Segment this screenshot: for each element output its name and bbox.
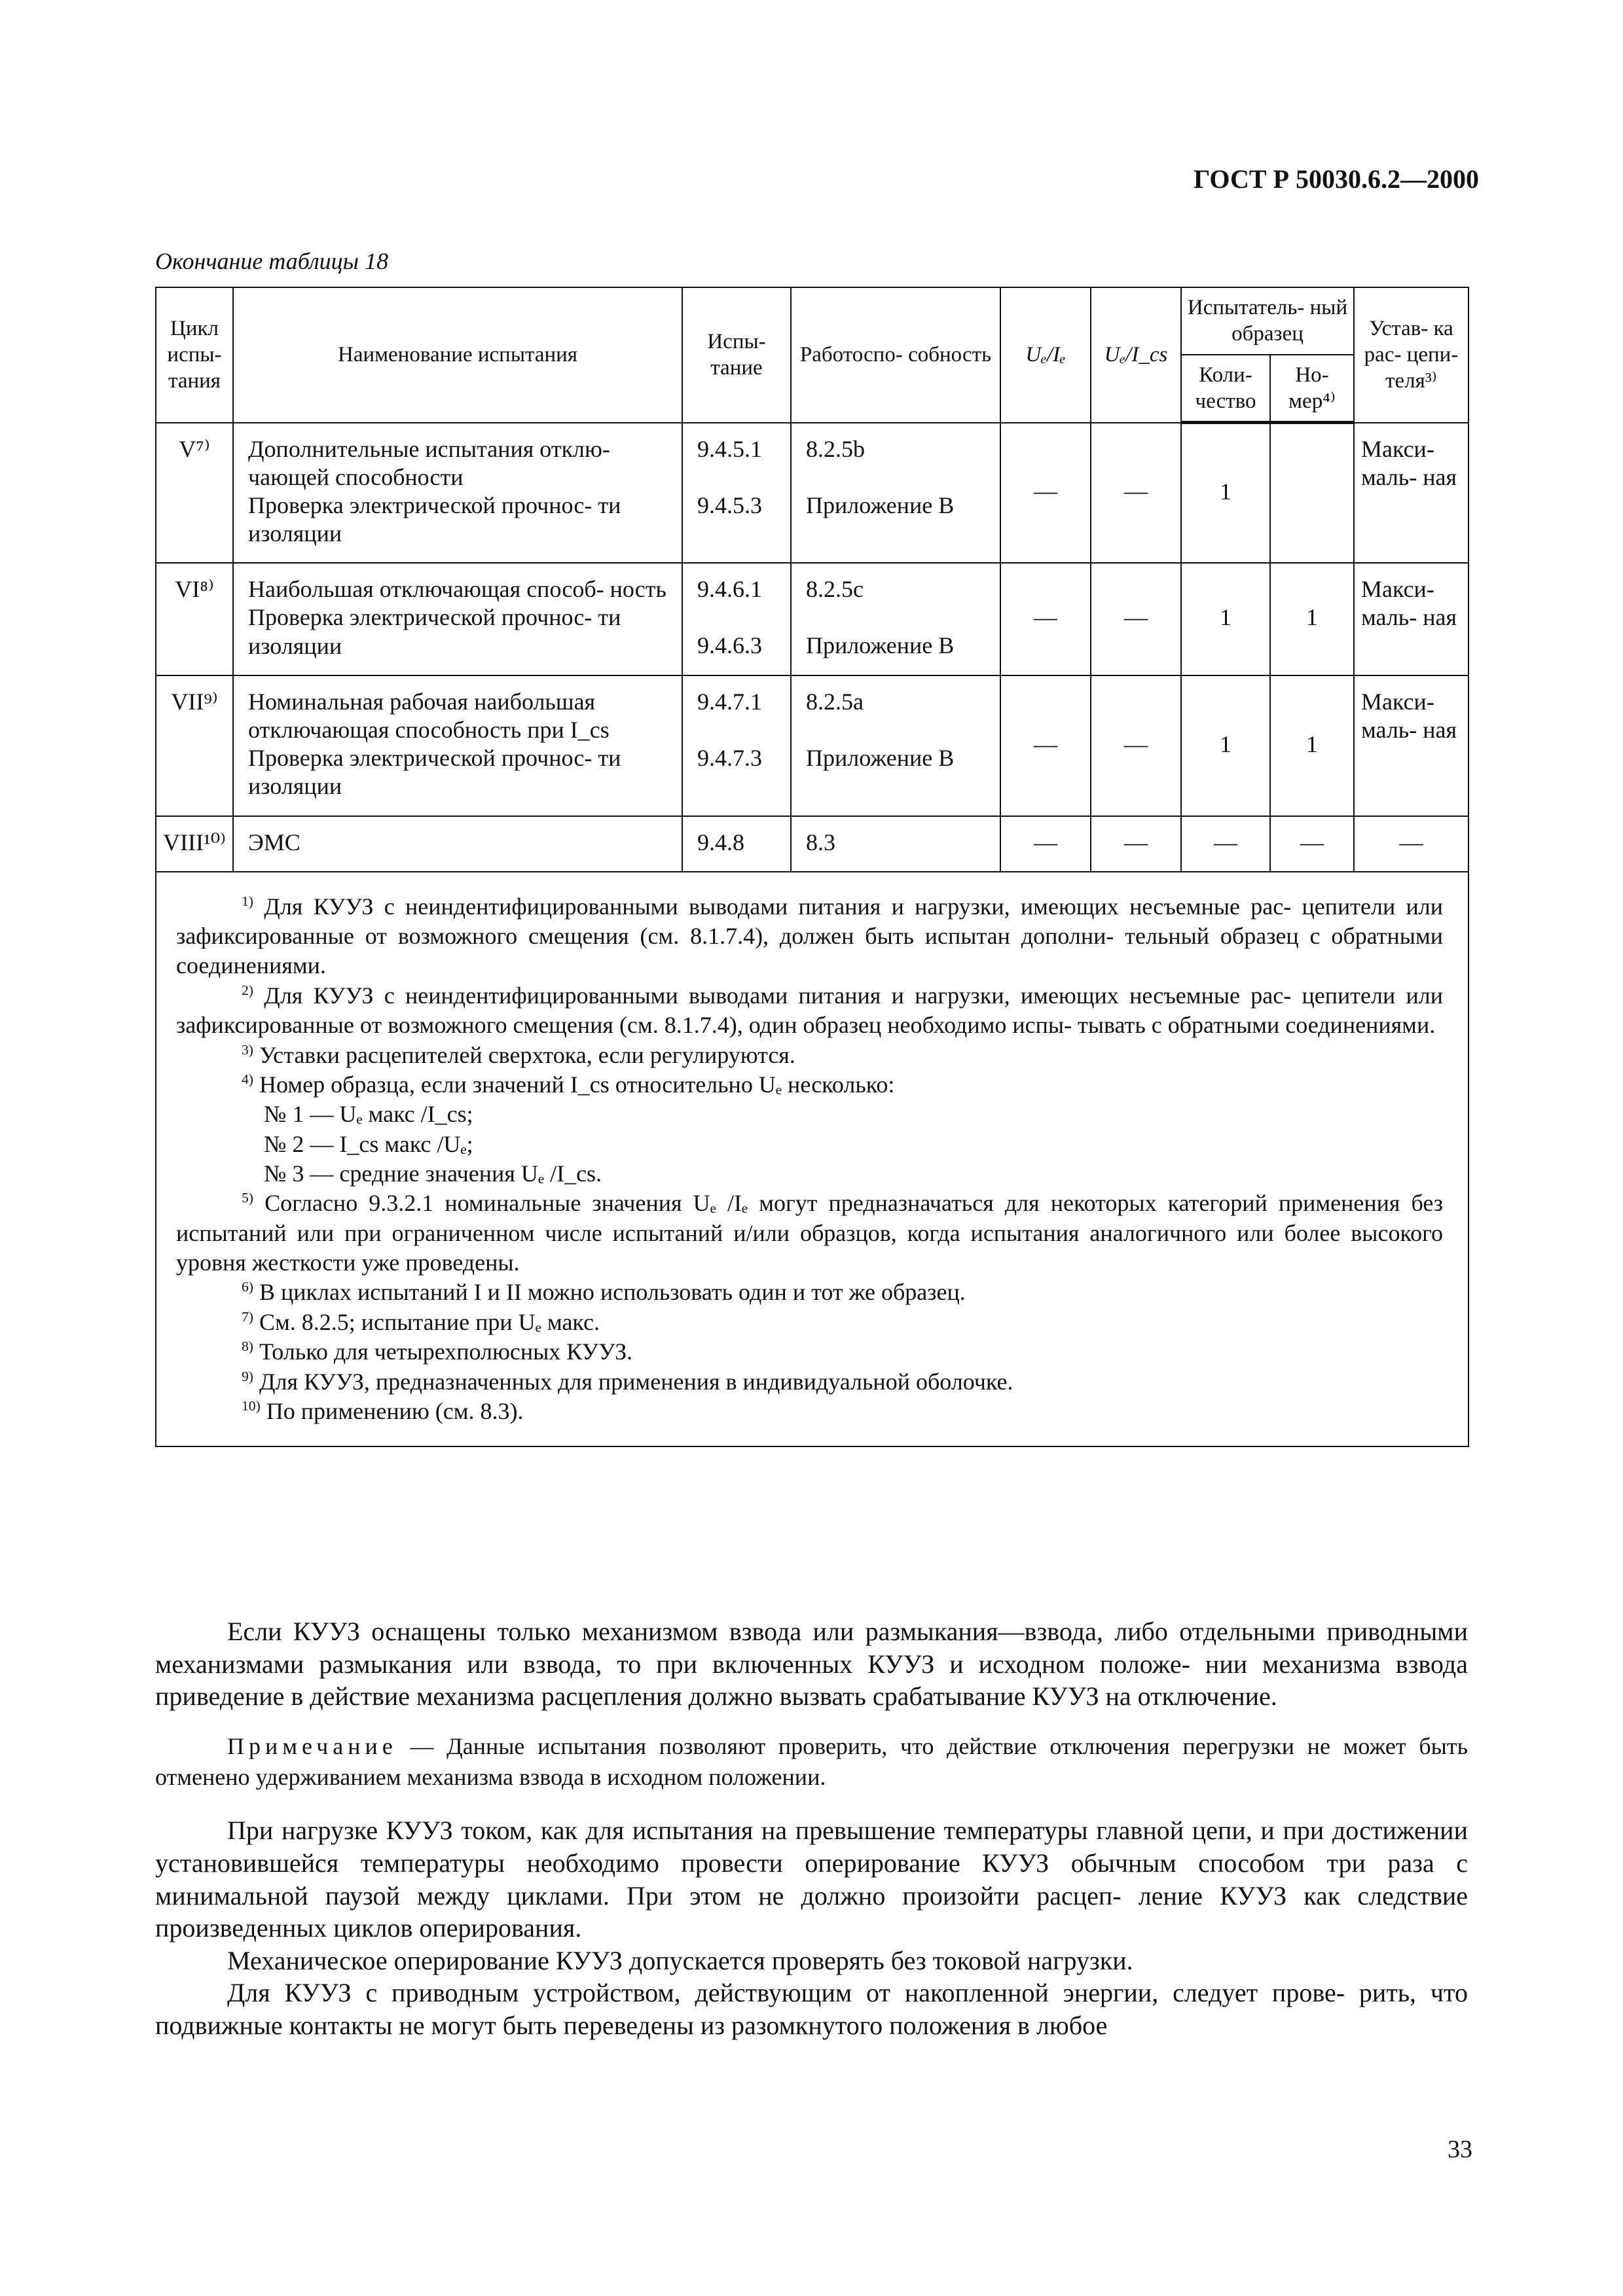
footnote: $^{4)}$ Номер образца, если значений I_cs относительно Uₑ несколько: [242, 1071, 895, 1098]
header-sample-group: Испытатель- ный образец [1181, 287, 1354, 355]
cell-ue-ie: — [1000, 563, 1091, 675]
footnote: $^{9)}$ Для КУУЗ, предназначенных для применения в индивидуальной оболочке. [242, 1368, 1013, 1395]
header-quantity: Коли- чество [1181, 355, 1270, 423]
cell-name [233, 816, 682, 872]
test-line-2: 9.4.7.3 [697, 745, 762, 771]
header-setting: Устав- ка рас- цепи- теля³⁾ [1354, 287, 1468, 423]
cell-workability [791, 423, 1000, 564]
cell-name [233, 423, 682, 564]
note-text: — Данные испытания позволяют проверить, что действие отключения перегрузки не может быть отменено удерживанием механизма взвода в исходном положении. [155, 1732, 1468, 1790]
footnote-formula: № 2 — I_cs макс /Uₑ; [264, 1130, 473, 1157]
header-ue-ics: Uₑ/I_cs [1091, 287, 1181, 423]
footnote-formula: № 1 — Uₑ макс /I_cs; [264, 1101, 473, 1128]
footnote: $^{5)}$ Согласно 9.3.2.1 номинальные значения Uₑ /Iₑ могут предназначаться для некоторых категорий применения без испытаний или при ограниченном числе испытаний и/или образцов, когда испытания аналогичного или более высокого уровня жесткости уже проведены. [176, 1190, 1443, 1276]
cell-setting: Макси- маль- ная [1354, 675, 1468, 816]
name-line-2: Проверка электрической прочнос- ти изоляции [248, 745, 621, 800]
cell-cycle: V⁷⁾ [156, 423, 233, 564]
cell-workability [791, 816, 1000, 872]
cell-workability [791, 675, 1000, 816]
work-line-1: 8.2.5b [806, 435, 865, 462]
cell-name [233, 675, 682, 816]
cell-cycle: VIII¹⁰⁾ [156, 816, 233, 872]
cell-test [682, 563, 791, 675]
page-number: 33 [1448, 2136, 1472, 2163]
cell-ue-ics: — [1091, 816, 1181, 872]
cell-ue-ics: — [1091, 675, 1181, 816]
cell-quantity: 1 [1181, 675, 1270, 816]
table-row [156, 816, 1468, 872]
footnote: $^{2)}$ Для КУУЗ с неиндентифицированными выводами питания и нагрузки, имеющих несъемные рас- цепители или зафиксированные от возможного смещения (см. 8.1.7.4), один образец необходимо испы- тывать с обратными соединениями. [176, 982, 1443, 1039]
cell-quantity: 1 [1181, 563, 1270, 675]
footnote: $^{3)}$ Уставки расцепителей сверхтока, если регулируются. [242, 1041, 795, 1068]
header-number: Но- мер⁴⁾ [1270, 355, 1354, 423]
test-line-1: 9.4.5.1 [697, 435, 762, 462]
cell-ue-ics: — [1091, 563, 1181, 675]
footnote: $^{1)}$ Для КУУЗ с неиндентифицированными выводами питания и нагрузки, имеющих несъемные рас- цепители или зафиксированные от возможного смещения (см. 8.1.7.4), должен быть испытан дополни- тельный образец с обратными соединениями. [176, 893, 1443, 979]
name-line-1: Наибольшая отключающая способ- ность [248, 576, 666, 603]
cell-cycle: VII⁹⁾ [156, 675, 233, 816]
header-workability: Работоспо- собность [791, 287, 1000, 423]
paragraph: При нагрузке КУУЗ током, как для испытания на превышение температуры главной цепи, и при достижении установившейся температуры необходимо провести оперирование КУУЗ обычным способом три раза с минимальной паузой между циклами. При этом не должно произойти расцеп- ление КУУЗ как следствие произведенных циклов оперирования. [155, 1816, 1468, 1943]
cell-test [682, 675, 791, 816]
work-line-2: Приложение В [806, 745, 955, 771]
table-caption: Окончание таблицы 18 [155, 248, 389, 274]
name-line-2: Проверка электрической прочнос- ти изоляции [248, 492, 621, 547]
footnote: $^{8)}$ Только для четырехполюсных КУУЗ. [242, 1338, 633, 1365]
document-code: ГОСТ Р 50030.6.2—2000 [1193, 164, 1479, 194]
paragraph: Механическое оперирование КУУЗ допускается проверять без токовой нагрузки. [227, 1945, 1133, 1975]
cell-ue-ie: — [1000, 675, 1091, 816]
test-line-1: 9.4.6.1 [697, 576, 762, 603]
cell-name [233, 563, 682, 675]
test-cycles-table [155, 287, 1469, 1447]
body-text [155, 1615, 1468, 2042]
name-line-2: Проверка электрической прочнос- ти изоляции [248, 604, 621, 659]
header-cycle: Цикл испы- тания [156, 287, 233, 423]
footnote: $^{7)}$ См. 8.2.5; испытание при Uₑ макс. [242, 1308, 600, 1335]
cell-setting: Макси- маль- ная [1354, 423, 1468, 564]
name-line-1: ЭМС [248, 829, 301, 855]
cell-test [682, 816, 791, 872]
name-line-1: Дополнительные испытания отклю- чающей способности [248, 435, 610, 490]
cell-quantity: 1 [1181, 423, 1270, 564]
cell-number [1270, 423, 1354, 564]
paragraph: Если КУУЗ оснащены только механизмом взвода или размыкания—взвода, либо отдельными приводными механизмами размыкания или взвода, то при включенных КУУЗ и исходном положе- нии механизма взвода приведение в действие механизма расцепления должно вызвать срабатывание КУУЗ на отключение. [155, 1617, 1468, 1712]
work-line-1: 8.3 [806, 829, 835, 855]
cell-ue-ie: — [1000, 423, 1091, 564]
cell-number: 1 [1270, 563, 1354, 675]
cell-ue-ie: — [1000, 816, 1091, 872]
test-line-2: 9.4.6.3 [697, 632, 762, 659]
cell-workability [791, 563, 1000, 675]
table-row [156, 675, 1468, 816]
paragraph: Для КУУЗ с приводным устройством, действующим от накопленной энергии, следует прове- рить, что подвижные контакты не могут быть переведены из разомкнутого положения в любое [155, 1978, 1468, 2040]
footnote: $^{10)}$ По применению (см. 8.3). [242, 1397, 524, 1424]
test-line-1: 9.4.8 [697, 829, 744, 855]
test-line-1: 9.4.7.1 [697, 688, 762, 715]
footnote: $^{6)}$ В циклах испытаний I и II можно использовать один и тот же образец. [242, 1279, 966, 1306]
cell-number: — [1270, 816, 1354, 872]
table-row [156, 563, 1468, 675]
cell-quantity: — [1181, 816, 1270, 872]
test-line-2: 9.4.5.3 [697, 492, 762, 518]
header-name: Наименование испытания [233, 287, 682, 423]
footnotes-row [156, 872, 1468, 1446]
work-line-1: 8.2.5c [806, 576, 864, 603]
note-label: Примечание [227, 1732, 397, 1759]
work-line-1: 8.2.5a [806, 688, 864, 715]
footnote-formula: № 3 — средние значения Uₑ /I_cs. [264, 1160, 602, 1187]
work-line-2: Приложение В [806, 632, 955, 659]
cell-setting: — [1354, 816, 1468, 872]
cell-cycle: VI⁸⁾ [156, 563, 233, 675]
cell-test [682, 423, 791, 564]
work-line-2: Приложение В [806, 492, 955, 518]
note-paragraph [155, 1731, 1468, 1793]
footnotes [156, 872, 1468, 1446]
header-ue-ie: Uₑ/Iₑ [1000, 287, 1091, 423]
table-row [156, 423, 1468, 564]
table-container [155, 287, 1468, 1447]
header-test: Испы- тание [682, 287, 791, 423]
cell-ue-ics: — [1091, 423, 1181, 564]
cell-number: 1 [1270, 675, 1354, 816]
name-line-1: Номинальная рабочая наибольшая отключающая способность при I_cs [248, 688, 610, 743]
cell-setting: Макси- маль- ная [1354, 563, 1468, 675]
